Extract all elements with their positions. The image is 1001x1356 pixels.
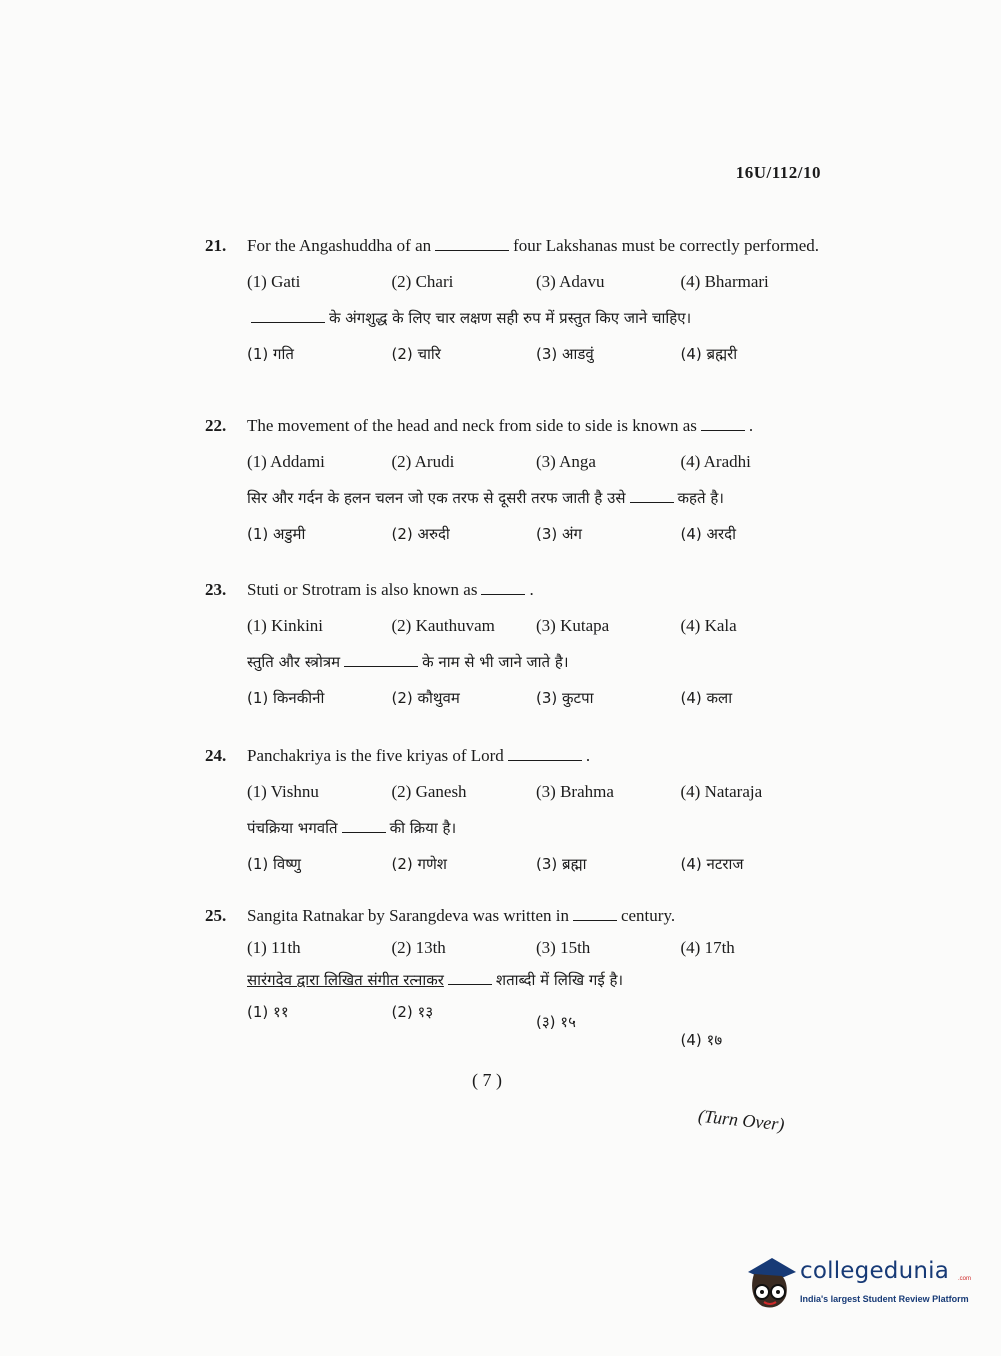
option-3: (3) Anga: [536, 452, 596, 471]
question-text-hindi: के अंगशुद्ध के लिए चार लक्षण सही रुप में प्रस्तुत किए जाने चाहिए।: [247, 306, 825, 330]
option-1: (1) 11th: [247, 938, 301, 957]
option-2-hindi: (2) १३: [391, 1003, 434, 1021]
options-hindi: [247, 1000, 825, 1052]
option-1: (1) Addami: [247, 452, 325, 471]
option-1-hindi: (1) ११: [247, 1003, 289, 1021]
option-2: (2) 13th: [391, 938, 446, 957]
option-4: (4) Nataraja: [680, 782, 763, 801]
option-4-hindi: (4) अरदी: [680, 525, 736, 543]
option-3: (3) 15th: [536, 938, 591, 957]
option-3: (3) Kutapa: [536, 616, 610, 635]
turn-over-note: (Turn Over): [697, 1105, 786, 1135]
answer-blank: [481, 580, 525, 595]
question-text: The movement of the head and neck from side to side is known as .: [247, 416, 754, 435]
option-1: (1) Kinkini: [247, 616, 324, 635]
options-hindi: [247, 522, 825, 546]
options-english: [247, 450, 825, 474]
option-3-hindi: (3) कुटपा: [536, 689, 594, 707]
answer-blank: [342, 818, 386, 833]
question-text-hindi: सारंगदेव द्वारा लिखित संगीत रत्नाकर शताब्दी में लिखि गई है।: [247, 971, 624, 989]
option-4-hindi: (4) १७: [680, 1031, 723, 1049]
question-text: Sangita Ratnakar by Sarangdeva was written in century.: [247, 906, 676, 925]
options-hindi: [247, 852, 825, 876]
option-1: (1) Vishnu: [247, 782, 319, 801]
question-23: [205, 578, 825, 710]
option-1-hindi: (1) विष्णु: [247, 855, 301, 873]
option-3: (3) Brahma: [536, 782, 614, 801]
paper-code: 16U/112/10: [735, 163, 821, 182]
brand-name: collegedunia: [800, 1258, 950, 1284]
question-22: [205, 414, 825, 546]
option-1: (1) Gati: [247, 272, 301, 291]
options-english: [247, 614, 825, 638]
answer-blank: [573, 906, 617, 921]
options-hindi: [247, 342, 825, 366]
option-2-hindi: (2) गणेश: [391, 855, 448, 873]
option-1-hindi: (1) गति: [247, 345, 294, 363]
option-3-hindi: (3) आडवुं: [536, 345, 594, 363]
option-4-hindi: (4) कला: [680, 689, 733, 707]
option-4: (4) Kala: [680, 616, 737, 635]
answer-blank: [435, 236, 509, 251]
option-2-hindi: (2) चारि: [391, 345, 441, 363]
question-text: Panchakriya is the five kriyas of Lord .: [247, 746, 591, 765]
option-2: (2) Chari: [391, 272, 454, 291]
options-english: [247, 936, 825, 960]
question-25: [205, 904, 825, 1052]
brand-tagline: India's largest Student Review Platform: [800, 1294, 969, 1304]
question-text-hindi: सिर और गर्दन के हलन चलन जो एक तरफ से दूसरी तरफ जाती है उसे कहते है।: [247, 489, 724, 507]
options-hindi: [247, 686, 825, 710]
option-3-hindi: (३) १५: [536, 1013, 576, 1031]
option-3: (3) Adavu: [536, 272, 605, 291]
page-number: ( 7 ): [472, 1070, 502, 1090]
options-english: [247, 780, 825, 804]
question-number: 24.: [205, 746, 227, 765]
option-4: (4) Aradhi: [680, 452, 751, 471]
answer-blank: [448, 970, 492, 985]
question-text: For the Angashuddha of an four Lakshanas must be correctly performed.: [247, 236, 820, 255]
question-text-hindi: पंचक्रिया भगवति की क्रिया है।: [247, 819, 457, 837]
mascot-icon: [742, 1252, 798, 1312]
options-english: [247, 270, 825, 294]
answer-blank: [508, 746, 582, 761]
answer-blank: [251, 308, 325, 323]
option-2-hindi: (2) कौथुवम: [391, 689, 460, 707]
brand-suffix: .com: [958, 1276, 972, 1282]
answer-blank: [344, 652, 418, 667]
question-text: Stuti or Strotram is also known as .: [247, 580, 534, 599]
option-1-hindi: (1) अडुमी: [247, 525, 306, 543]
option-2: (2) Kauthuvam: [391, 616, 495, 635]
option-4-hindi: (4) नटराज: [680, 855, 744, 873]
question-number: 25.: [205, 906, 227, 925]
answer-blank: [701, 416, 745, 431]
question-number: 23.: [205, 580, 227, 599]
question-24: [205, 744, 825, 876]
collegedunia-logo: [742, 1252, 972, 1314]
option-1-hindi: (1) किनकीनी: [247, 689, 325, 707]
option-4-hindi: (4) ब्रह्मरी: [680, 345, 738, 363]
option-4: (4) 17th: [680, 938, 735, 957]
option-2-hindi: (2) अरुदी: [391, 525, 450, 543]
question-number: 22.: [205, 416, 227, 435]
question-text-hindi: स्तुति और स्त्रोत्रम के नाम से भी जाने जाते है।: [247, 653, 569, 671]
answer-blank: [630, 488, 674, 503]
option-2: (2) Ganesh: [391, 782, 467, 801]
question-number: 21.: [205, 236, 227, 255]
option-3-hindi: (3) अंग: [536, 525, 582, 543]
option-3-hindi: (3) ब्रह्मा: [536, 855, 587, 873]
option-2: (2) Arudi: [391, 452, 455, 471]
option-4: (4) Bharmari: [680, 272, 769, 291]
question-21: [205, 234, 825, 366]
